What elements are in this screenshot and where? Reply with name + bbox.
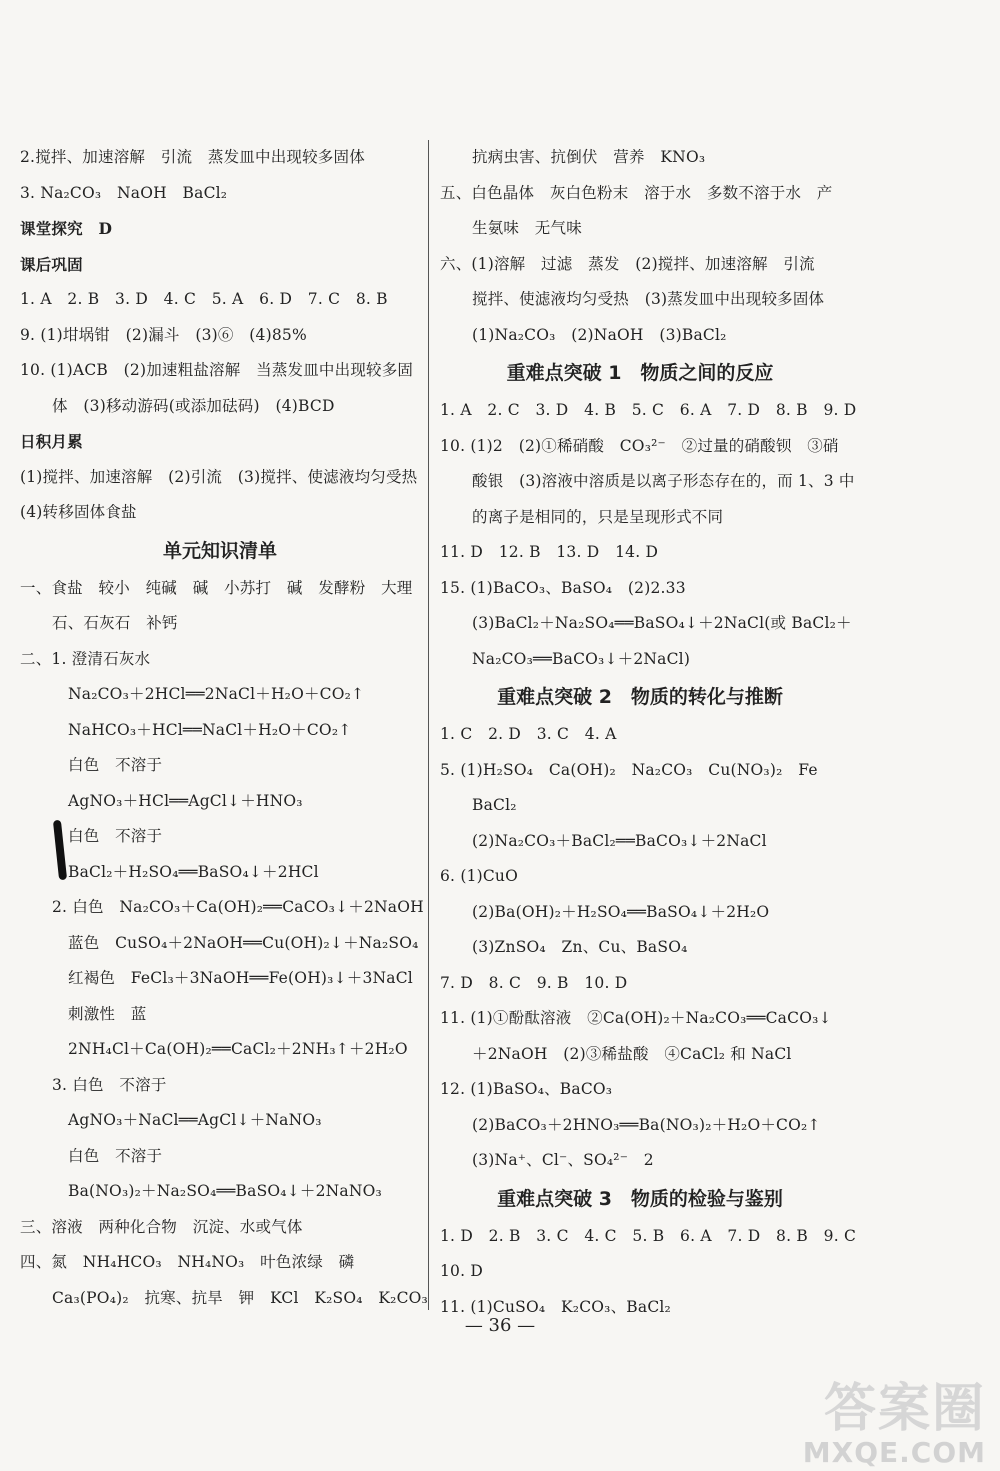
answer-line: (1)Na₂CO₃ (2)NaOH (3)BaCl₂ (472, 325, 727, 344)
answer-line: ＋2NaOH (2)③稀盐酸 ④CaCl₂ 和 NaCl (472, 1044, 792, 1063)
answer-line: Ca₃(PO₄)₂ 抗寒、抗旱 钾 KCl K₂SO₄ K₂CO₃ (52, 1288, 428, 1307)
answer-line: 一、食盐 较小 纯碱 碱 小苏打 碱 发酵粉 大理 (20, 578, 413, 597)
answer-line: 五、白色晶体 灰白色粉末 溶于水 多数不溶于水 产 (440, 183, 833, 202)
answer-line: 10. D (440, 1262, 484, 1280)
column-divider (428, 140, 429, 1310)
section-heading: 重难点突破 1 物质之间的反应 (506, 362, 774, 384)
answer-line: 1. C 2. D 3. C 4. A (440, 725, 617, 743)
subsection-label: 课后巩固 (20, 254, 83, 274)
answer-line: 搅拌、使滤液均匀受热 (3)蒸发皿中出现较多固体 (472, 290, 825, 308)
answer-line: 白色 不溶于 (68, 756, 163, 774)
answer-line: 3. Na₂CO₃ NaOH BaCl₂ (20, 183, 228, 202)
answer-line: 11. D 12. B 13. D 14. D (440, 543, 659, 561)
answer-line: 10. (1)2 (2)①稀硝酸 CO₃²⁻ ②过量的硝酸钡 ③硝 (440, 436, 839, 455)
watermark (786, 1380, 986, 1468)
section-heading: 重难点突破 3 物质的检验与鉴别 (497, 1187, 783, 1210)
answer-line: BaCl₂ (472, 796, 517, 814)
answer-line: 二、1. 澄清石灰水 (20, 649, 151, 668)
answer-line: 抗病虫害、抗倒伏 营养 KNO₃ (472, 148, 706, 166)
answer-line: 三、溶液 两种化合物 沉淀、水或气体 (20, 1217, 303, 1236)
answer-line: 红褐色 FeCl₃＋3NaOH══Fe(OH)₃↓＋3NaCl (68, 969, 413, 987)
answer-line: (3)Na⁺、Cl⁻、SO₄²⁻ 2 (472, 1151, 654, 1169)
answer-line: 四、氮 NH₄HCO₃ NH₄NO₃ 叶色浓绿 磷 (20, 1253, 355, 1271)
answer-line: (2)BaCO₃＋2HNO₃══Ba(NO₃)₂＋H₂O＋CO₂↑ (472, 1115, 821, 1134)
answer-line: (2)Na₂CO₃＋BaCl₂══BaCO₃↓＋2NaCl (472, 831, 767, 850)
answer-line: 1. A 2. C 3. D 4. B 5. C 6. A 7. D 8. B 9. D (440, 401, 857, 419)
answer-line: 11. (1)①酚酞溶液 ②Ca(OH)₂＋Na₂CO₃══CaCO₃↓ (440, 1009, 832, 1027)
answer-line: (1)搅拌、加速溶解 (2)引流 (3)搅拌、使滤液均匀受热 (20, 467, 418, 486)
answer-line: 3. 白色 不溶于 (52, 1075, 167, 1094)
answer-line: 2. 白色 Na₂CO₃＋Ca(OH)₂══CaCO₃↓＋2NaOH (52, 898, 424, 916)
answer-line: Na₂CO₃＋2HCl══2NaCl＋H₂O＋CO₂↑ (68, 685, 365, 703)
section-heading: 重难点突破 2 物质的转化与推断 (497, 686, 783, 708)
answer-line: 白色 不溶于 (68, 1146, 163, 1165)
answer-line: BaCl₂＋H₂SO₄══BaSO₄↓＋2HCl (68, 862, 319, 881)
right-column (440, 140, 857, 1325)
watermark-url: MXQE.COM (802, 1436, 986, 1469)
answer-line: 白色 不溶于 (68, 827, 163, 845)
subsection-label: 课堂探究 D (20, 219, 113, 238)
answer-line: 石、石灰石 补钙 (52, 614, 178, 632)
watermark-logo: 答案圈 (823, 1379, 986, 1439)
answer-line: 2.搅拌、加速溶解 引流 蒸发皿中出现较多固体 (20, 148, 365, 166)
answer-line: 酸银 (3)溶液中溶质是以离子形态存在的，而 1、3 中 (472, 472, 855, 490)
answer-line: 1. A 2. B 3. D 4. C 5. A 6. D 7. C 8. B (20, 290, 388, 308)
answer-line: 体 (3)移动游码(或添加砝码) (4)BCD (52, 396, 335, 415)
answer-line: 5. (1)H₂SO₄ Ca(OH)₂ Na₂CO₃ Cu(NO₃)₂ Fe (440, 760, 818, 779)
answer-line: 1. D 2. B 3. C 4. C 5. B 6. A 7. D 8. B 9. C (440, 1226, 857, 1245)
section-heading: 单元知识清单 (162, 539, 277, 562)
answer-line: 10. (1)ACB (2)加速粗盐溶解 当蒸发皿中出现较多固 (20, 361, 414, 379)
answer-line: AgNO₃＋HCl══AgCl↓＋HNO₃ (68, 791, 303, 810)
answer-line: 刺激性 蓝 (68, 1004, 147, 1023)
answer-line: (3)BaCl₂＋Na₂SO₄══BaSO₄↓＋2NaCl(或 BaCl₂＋ (472, 614, 852, 632)
answer-line: AgNO₃＋NaCl══AgCl↓＋NaNO₃ (68, 1111, 322, 1129)
answer-line: 生氨味 无气味 (472, 219, 582, 237)
answer-line: 12. (1)BaSO₄、BaCO₃ (440, 1080, 613, 1098)
answer-line: 的离子是相同的，只是呈现形式不同 (472, 507, 724, 526)
answer-line: 6. (1)CuO (440, 867, 519, 885)
answer-line: NaHCO₃＋HCl══NaCl＋H₂O＋CO₂↑ (68, 720, 352, 739)
answer-line: 2NH₄Cl＋Ca(OH)₂══CaCl₂＋2NH₃↑＋2H₂O (68, 1040, 408, 1058)
answer-line: (4)转移固体食盐 (20, 503, 137, 521)
left-column (20, 140, 428, 1316)
answer-line: Ba(NO₃)₂＋Na₂SO₄══BaSO₄↓＋2NaNO₃ (68, 1182, 382, 1200)
page-number: — 36 — (464, 1315, 536, 1336)
subsection-label: 日积月累 (20, 432, 83, 451)
answer-line: 7. D 8. C 9. B 10. D (440, 973, 628, 992)
answer-line: 六、(1)溶解 过滤 蒸发 (2)搅拌、加速溶解 引流 (440, 254, 815, 273)
answer-line: 9. (1)坩埚钳 (2)漏斗 (3)⑥ (4)85% (20, 325, 307, 344)
answer-line: 蓝色 CuSO₄＋2NaOH══Cu(OH)₂↓＋Na₂SO₄ (68, 933, 419, 952)
answer-line: Na₂CO₃══BaCO₃↓＋2NaCl) (472, 649, 691, 668)
answer-line: 15. (1)BaCO₃、BaSO₄ (2)2.33 (440, 578, 686, 597)
answer-line: (3)ZnSO₄ Zn、Cu、BaSO₄ (472, 938, 688, 956)
answer-line: (2)Ba(OH)₂＋H₂SO₄══BaSO₄↓＋2H₂O (472, 902, 770, 921)
answer-line: 11. (1)CuSO₄ K₂CO₃、BaCl₂ (440, 1297, 671, 1316)
